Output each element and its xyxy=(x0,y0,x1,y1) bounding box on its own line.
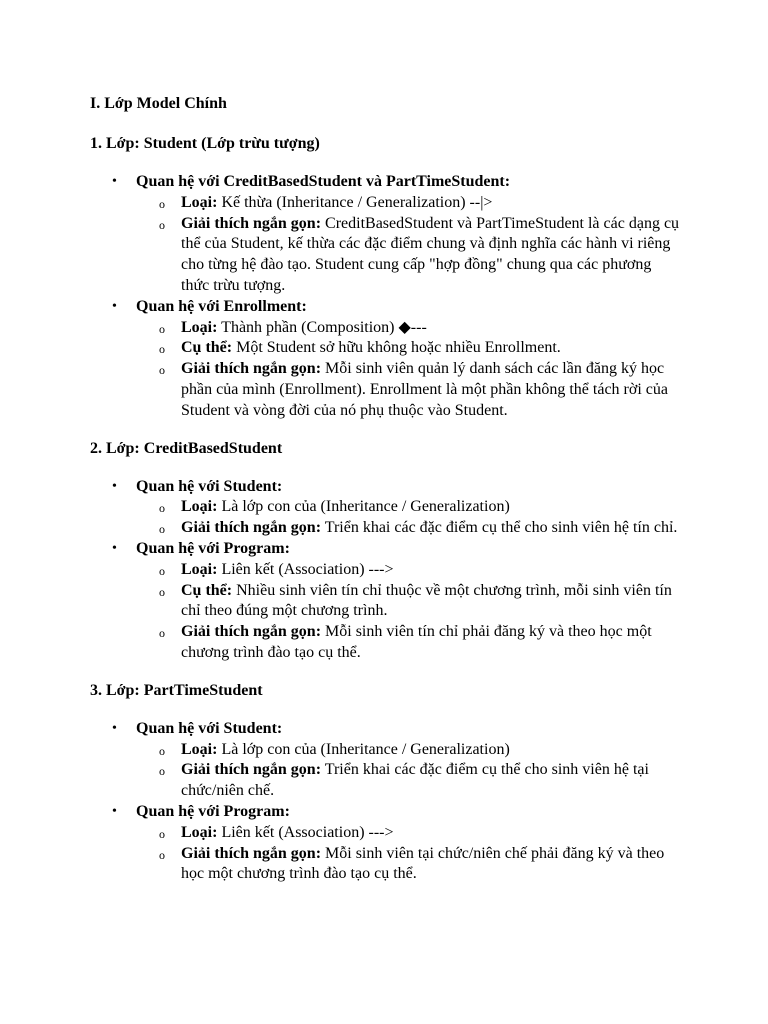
relation-title: Quan hệ với Student: xyxy=(136,719,283,737)
detail-label: Giải thích ngắn gọn: xyxy=(181,623,322,641)
main-heading: I. Lớp Model Chính xyxy=(90,95,227,112)
relation-item xyxy=(90,172,690,297)
relation-title: Quan hệ với Program: xyxy=(136,539,290,557)
relation-item xyxy=(90,802,690,885)
detail-item xyxy=(136,823,681,844)
detail-item xyxy=(136,338,681,359)
detail-item xyxy=(136,497,681,518)
relation-title: Quan hệ với Enrollment: xyxy=(136,297,307,315)
circle-bullet-icon: o xyxy=(159,522,165,537)
circle-bullet-icon: o xyxy=(159,743,165,758)
detail-item xyxy=(136,214,681,297)
detail-text: Nhiều sinh viên tín chỉ thuộc về một chương trình, mỗi sinh viên tín chỉ theo đúng một chương trình. xyxy=(181,581,672,620)
detail-text: Thành phần (Composition) ◆--- xyxy=(217,318,427,336)
section-title: 3. Lớp: PartTimeStudent xyxy=(90,681,263,699)
relation-item xyxy=(90,539,690,664)
detail-item xyxy=(136,560,681,581)
detail-label: Cụ thể: xyxy=(181,581,233,599)
detail-label: Loại: xyxy=(181,498,218,516)
detail-item xyxy=(136,622,681,664)
circle-bullet-icon: o xyxy=(159,217,165,232)
relation-title: Quan hệ với CreditBasedStudent và PartTimeStudent: xyxy=(136,173,511,190)
detail-text: Liên kết (Association) ---> xyxy=(217,823,394,841)
detail-item xyxy=(136,518,681,539)
detail-item xyxy=(136,318,681,339)
sections-container xyxy=(90,134,690,885)
detail-list xyxy=(136,497,690,539)
relation-title: Quan hệ với Program: xyxy=(136,802,290,820)
detail-list xyxy=(136,823,690,885)
section-title: 1. Lớp: Student (Lớp trừu tượng) xyxy=(90,135,320,152)
detail-text: Mỗi sinh viên quản lý danh sách các lần đăng ký học phần của mình (Enrollment). Enrollment là một phần không thể tách rời của Student và vòng đời của nó phụ thuộc vào Student. xyxy=(181,360,668,419)
relation-list xyxy=(90,477,690,664)
detail-text: CreditBasedStudent và PartTimeStudent là các dạng cụ thể của Student, kế thừa các đặc điểm chung và định nghĩa các hành vi riêng cho từng hệ đào tạo. Student cung cấp "hợp đồng" chung qua các phương thức trừu tượng. xyxy=(181,214,680,294)
detail-item xyxy=(136,760,681,802)
detail-list xyxy=(136,318,690,422)
relation-list xyxy=(90,719,690,885)
circle-bullet-icon: o xyxy=(159,363,165,378)
bullet-icon: • xyxy=(112,540,117,556)
circle-bullet-icon: o xyxy=(159,501,165,516)
relation-item xyxy=(90,297,690,422)
circle-bullet-icon: o xyxy=(159,764,165,779)
circle-bullet-icon: o xyxy=(159,196,165,211)
detail-text: Triển khai các đặc điểm cụ thể cho sinh viên hệ tín chỉ. xyxy=(321,519,678,537)
detail-list xyxy=(136,560,690,664)
detail-text: Một Student sở hữu không hoặc nhiều Enrollment. xyxy=(232,339,561,357)
bullet-icon: • xyxy=(112,720,117,736)
detail-text: Là lớp con của (Inheritance / Generalization) xyxy=(217,740,510,758)
detail-label: Cụ thể: xyxy=(181,339,233,357)
detail-item xyxy=(136,193,681,214)
detail-label: Giải thích ngắn gọn: xyxy=(181,761,322,779)
circle-bullet-icon: o xyxy=(159,342,165,357)
detail-text: Liên kết (Association) ---> xyxy=(217,560,394,578)
detail-label: Loại: xyxy=(181,560,218,578)
detail-list xyxy=(136,740,690,802)
relation-item xyxy=(90,477,690,539)
relation-list xyxy=(90,172,690,422)
detail-label: Giải thích ngắn gọn: xyxy=(181,214,322,232)
bullet-icon: • xyxy=(112,298,117,314)
circle-bullet-icon: o xyxy=(159,847,165,862)
circle-bullet-icon: o xyxy=(159,826,165,841)
detail-label: Loại: xyxy=(181,823,218,841)
bullet-icon: • xyxy=(112,174,117,189)
detail-label: Giải thích ngắn gọn: xyxy=(181,360,322,378)
circle-bullet-icon: o xyxy=(159,563,165,578)
circle-bullet-icon: o xyxy=(159,626,165,641)
detail-text: Mỗi sinh viên tại chức/niên chế phải đăng ký và theo học một chương trình đào tạo cụ thể. xyxy=(181,844,665,883)
detail-item xyxy=(136,581,681,623)
relation-title: Quan hệ với Student: xyxy=(136,477,283,495)
detail-text: Triển khai các đặc điểm cụ thể cho sinh viên hệ tại chức/niên chế. xyxy=(181,761,649,800)
detail-label: Loại: xyxy=(181,318,218,336)
document-page xyxy=(90,94,690,902)
section-title: 2. Lớp: CreditBasedStudent xyxy=(90,439,283,457)
relation-item xyxy=(90,719,690,802)
detail-label: Giải thích ngắn gọn: xyxy=(181,844,322,862)
detail-text: Là lớp con của (Inheritance / Generalization) xyxy=(217,498,510,516)
bullet-icon: • xyxy=(112,803,117,819)
detail-item xyxy=(136,844,681,886)
detail-item xyxy=(136,359,681,421)
detail-label: Giải thích ngắn gọn: xyxy=(181,519,322,537)
detail-label: Loại: xyxy=(181,193,218,211)
bullet-icon: • xyxy=(112,478,117,494)
detail-label: Loại: xyxy=(181,740,218,758)
circle-bullet-icon: o xyxy=(159,321,165,336)
detail-list xyxy=(136,193,690,297)
detail-text: Mỗi sinh viên tín chỉ phải đăng ký và theo học một chương trình đào tạo cụ thể. xyxy=(181,623,652,661)
detail-text: Kế thừa (Inheritance / Generalization) --|> xyxy=(217,193,493,211)
detail-item xyxy=(136,740,681,761)
circle-bullet-icon: o xyxy=(159,584,165,599)
